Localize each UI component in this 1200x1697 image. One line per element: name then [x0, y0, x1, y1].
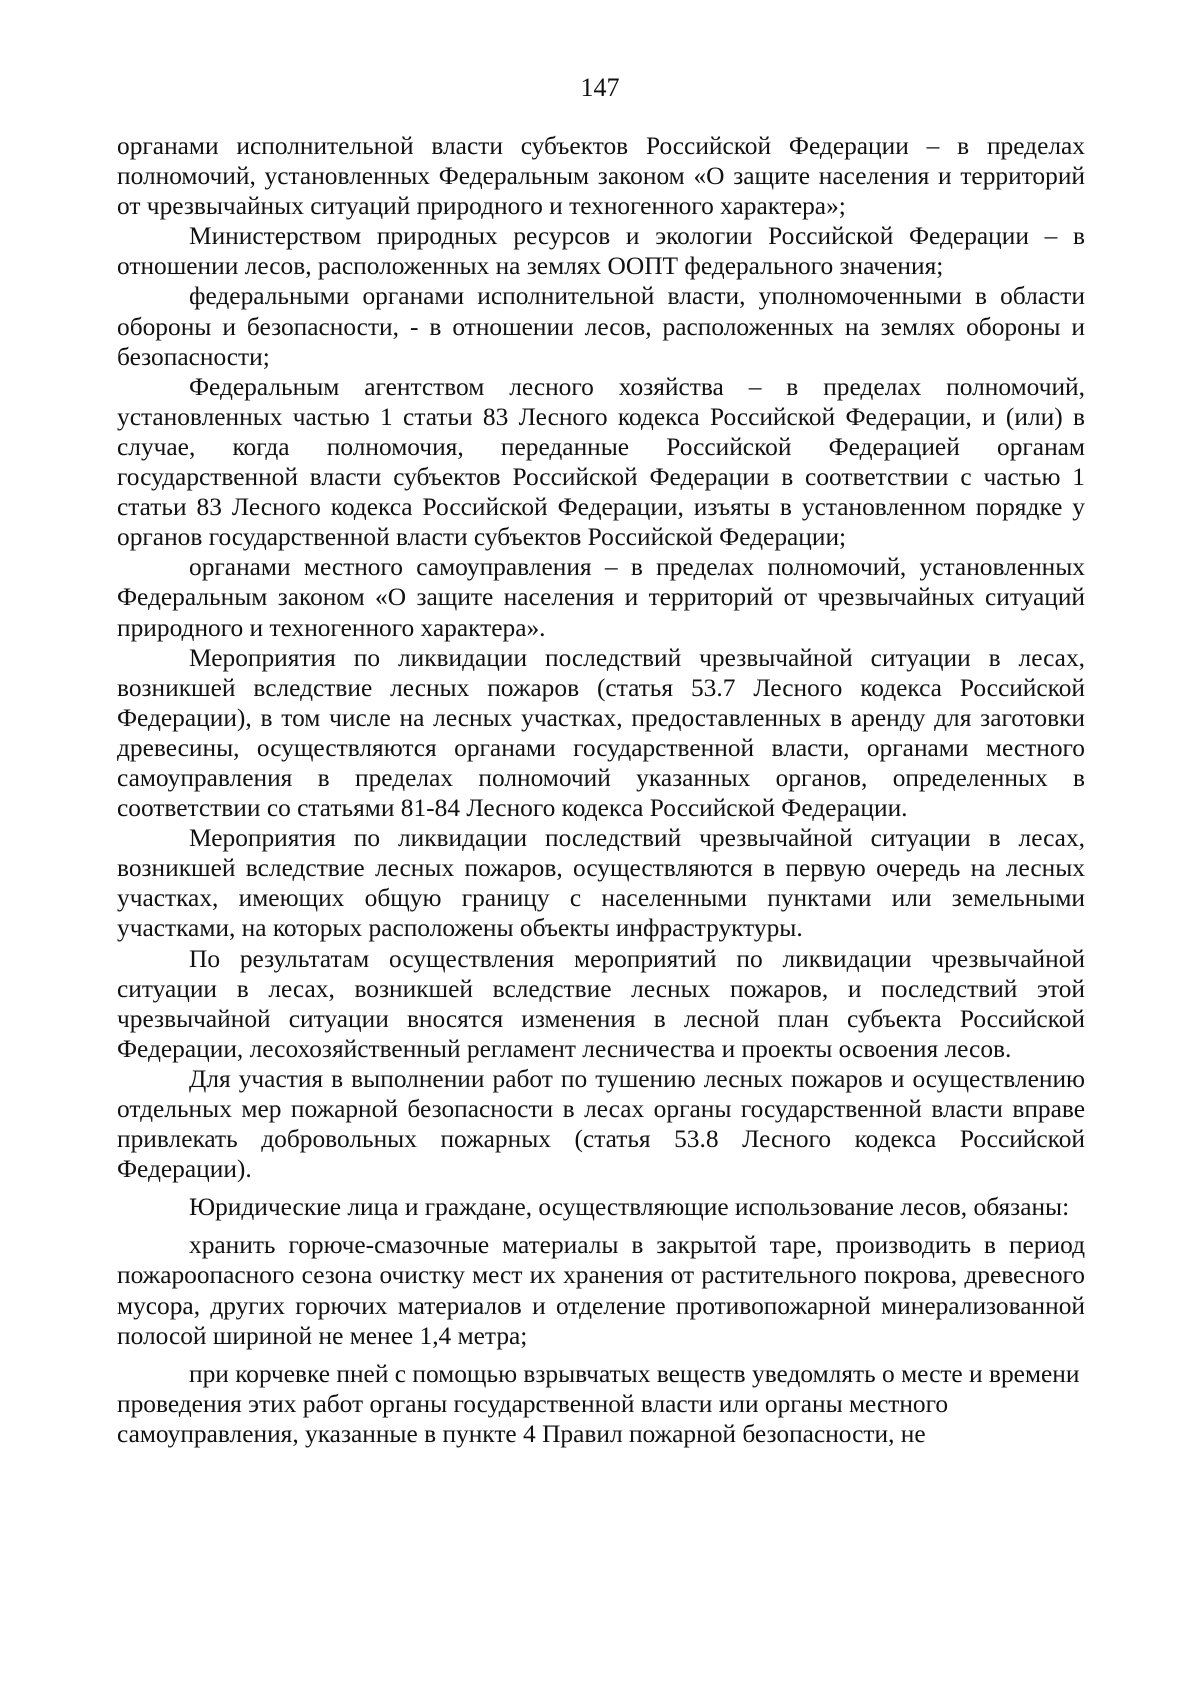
- paragraph-executive-bodies: органами исполнительной власти субъектов Российской Федерации – в пределах полномочий, установленных Федеральным законом «О защите населения и территорий от чрезвычайных ситуаций природного и техногенного характера»;: [117, 132, 1085, 221]
- paragraph-volunteer-firefighters: Для участия в выполнении работ по тушению лесных пожаров и осуществлению отдельных мер пожарной безопасности в лесах органы государственной власти вправе привлекать добровольных пожарных (статья 53.8 Лесного кодекса Российской Федерации).: [117, 1064, 1085, 1184]
- paragraph-stump-removal: при корчевке пней с помощью взрывчатых веществ уведомлять о месте и времени проведения этих работ органы государственной власти или органы местного самоуправления, указанные в пункте 4 Правил пожарной безопасности, не: [117, 1359, 1080, 1448]
- paragraph-ministry: Министерством природных ресурсов и экологии Российской Федерации – в отношении лесов, расположенных на землях ООПТ федерального значения;: [117, 222, 1085, 281]
- paragraph-defense-bodies: федеральными органами исполнительной власти, уполномоченными в области обороны и безопасности, - в отношении лесов, расположенных на землях обороны и безопасности;: [117, 282, 1085, 371]
- paragraph-fuel-storage: хранить горюче-смазочные материалы в закрытой таре, производить в период пожароопасного сезона очистку мест их хранения от растительного покрова, древесного мусора, других горючих материалов и отделение противопожарной минерализованной полосой шириной не менее 1,4 метра;: [117, 1231, 1085, 1350]
- paragraph-priority-areas: Мероприятия по ликвидации последствий чрезвычайной ситуации в лесах, возникшей вследствие лесных пожаров, осуществляются в первую очередь на лесных участках, имеющих общую границу с населенными пунктами или земельными участками, на которых расположены объекты инфраструктуры.: [117, 824, 1085, 943]
- document-body: [117, 131, 1085, 1449]
- paragraph-liquidation-measures: Мероприятия по ликвидации последствий чрезвычайной ситуации в лесах, возникшей вследствие лесных пожаров (статья 53.7 Лесного кодекса Российской Федерации), в том числе на лесных участках, предоставленных в аренду для заготовки древесины, осуществляются органами государственной власти, органами местного самоуправления в пределах полномочий указанных органов, определенных в соответствии со статьями 81-84 Лесного кодекса Российской Федерации.: [117, 643, 1085, 823]
- paragraph-forestry-agency: Федеральным агентством лесного хозяйства – в пределах полномочий, установленных частью 1 статьи 83 Лесного кодекса Российской Федерации, и (или) в случае, когда полномочия, переданные Российской Федерацией органам государственной власти субъектов Российской Федерации в соответствии с частью 1 статьи 83 Лесного кодекса Российской Федерации, изъяты в установленном порядке у органов государственной власти субъектов Российской Федерации;: [117, 372, 1085, 552]
- page-number: 147: [580, 73, 620, 102]
- paragraph-forest-plan-changes: По результатам осуществления мероприятий по ликвидации чрезвычайной ситуации в лесах, возникшей вследствие лесных пожаров, и последствий этой чрезвычайной ситуации вносятся изменения в лесной план субъекта Российской Федерации, лесохозяйственный регламент лесничества и проекты освоения лесов.: [117, 944, 1085, 1063]
- paragraph-obligations-intro: Юридические лица и граждане, осуществляющие использование лесов, обязаны:: [189, 1193, 1070, 1222]
- paragraph-local-government: органами местного самоуправления – в пределах полномочий, установленных Федеральным законом «О защите населения и территорий от чрезвычайных ситуаций природного и техногенного характера».: [117, 553, 1085, 642]
